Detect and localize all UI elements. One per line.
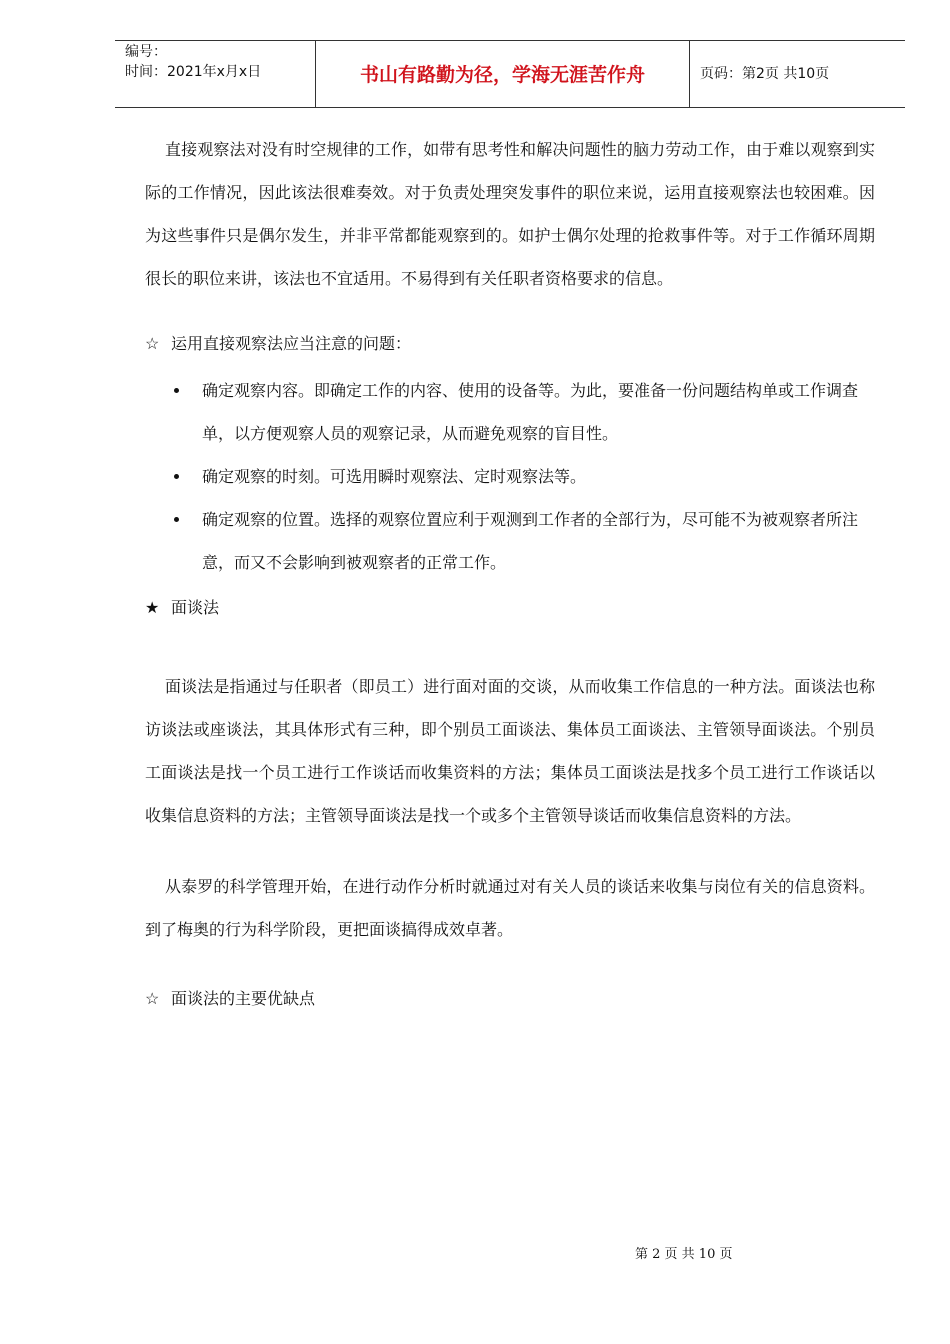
time-label: 时间：2021年x月x日 [125,64,262,80]
header-page-cell [690,41,905,107]
bullet-icon [174,517,179,522]
document-body [145,128,875,1020]
heading-text: 面谈法的主要优缺点 [171,989,316,1008]
bullet-icon [174,388,179,393]
page-code: 页码：第2页 共10页 [700,66,830,82]
header-motto-cell [316,41,690,107]
heading-text: 运用直接观察法应当注意的问题： [171,334,412,353]
heading-text: 面谈法 [171,598,220,617]
paragraph-interview-history: 从泰罗的科学管理开始，在进行动作分析时就通过对有关人员的谈话来收集与岗位有关的信息资料。到了梅奥的行为科学阶段，更把面谈搞得成效卓著。 [145,877,875,939]
hollow-star-icon: ☆ [145,334,160,353]
hollow-star-icon: ☆ [145,989,160,1008]
page-footer: 第 2 页 共 10 页 [635,1247,733,1262]
header-info-cell [115,41,316,107]
solid-star-icon: ★ [145,598,160,617]
paragraph-observation-limits: 直接观察法对没有时空规律的工作，如带有思考性和解决问题性的脑力劳动工作，由于难以观察到实际的工作情况，因此该法很难奏效。对于负责处理突发事件的职位来说，运用直接观察法也较困难。因为这些事件只是偶尔发生，并非平常都能观察到的。如护士偶尔处理的抢救事件等。对于工作循环周期很长的职位来讲，该法也不宜适用。不易得到有关任职者资格要求的信息。 [145,140,875,288]
motto-text: 书山有路勤为径，学海无涯苦作舟 [359,64,645,86]
list-item: 确定观察内容。即确定工作的内容、使用的设备等。为此，要准备一份问题结构单或工作调查单，以方便观察人员的观察记录，从而避免观察的盲目性。 [145,369,875,455]
paragraph-interview-definition: 面谈法是指通过与任职者（即员工）进行面对面的交谈，从而收集工作信息的一种方法。面谈法也称访谈法或座谈法，其具体形式有三种，即个别员工面谈法、集体员工面谈法、主管领导面谈法。个别员工面谈法是找一个员工进行工作谈话而收集资料的方法；集体员工面谈法是找多个员工进行工作谈话以收集信息资料的方法；主管领导面谈法是找一个或多个主管领导谈话而收集信息资料的方法。 [145,677,875,825]
observation-notes-list [145,369,875,584]
serial-label: 编号： [125,44,167,60]
section-heading-observation-notes [145,322,875,365]
bullet-icon [174,474,179,479]
list-item: 确定观察的位置。选择的观察位置应利于观测到工作者的全部行为，尽可能不为被观察者所注意，而又不会影响到被观察者的正常工作。 [145,498,875,584]
section-heading-interview-pros-cons [145,977,875,1020]
section-heading-interview-method [145,586,875,629]
page-header [115,40,905,108]
list-item: 确定观察的时刻。可选用瞬时观察法、定时观察法等。 [145,455,875,498]
